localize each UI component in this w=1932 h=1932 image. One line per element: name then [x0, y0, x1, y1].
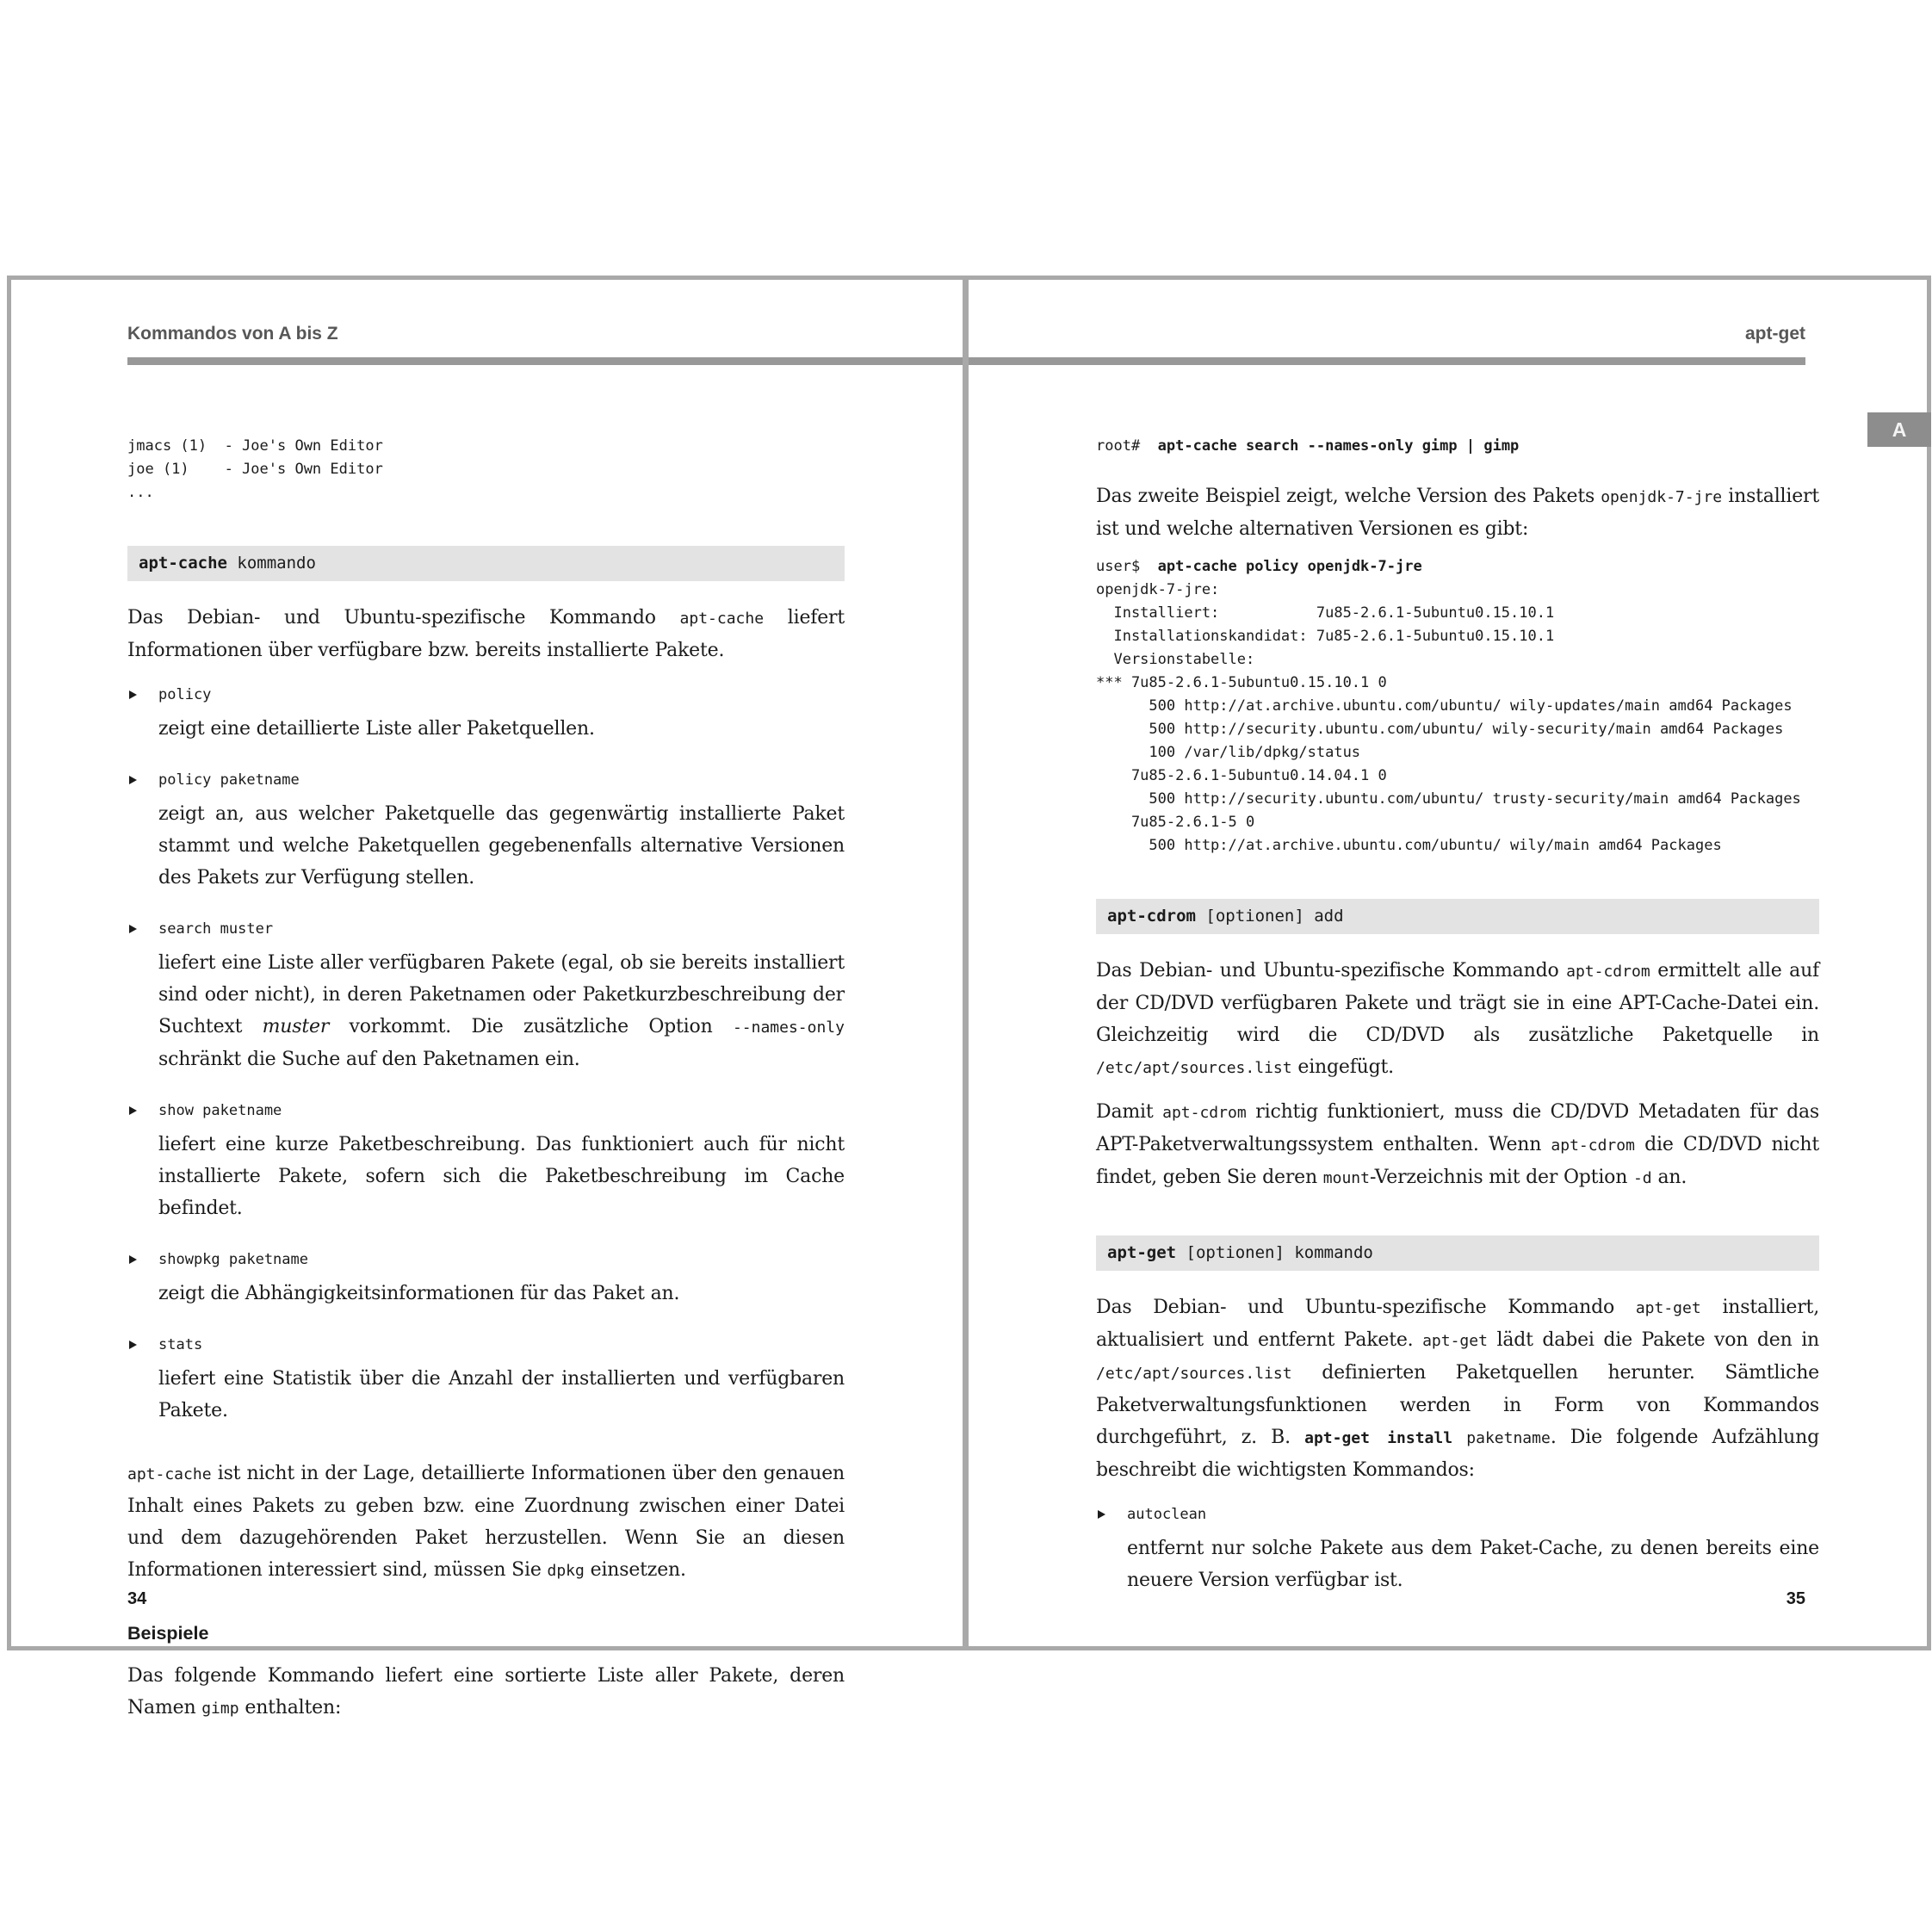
- bullet-item: [127, 684, 845, 745]
- header-rule-right: [969, 357, 1805, 365]
- triangle-bullet-icon: [129, 1106, 137, 1115]
- bullet-command-label: policy: [158, 686, 212, 703]
- subheading: Beispiele: [127, 1623, 209, 1644]
- bullet-item: [127, 1334, 845, 1427]
- code-block: [1096, 555, 1819, 858]
- code-line: jmacs (1) - Joe's Own Editor: [127, 437, 383, 455]
- paragraph: apt-cache ist nicht in der Lage, detaillierte Informationen über den genauen Inhalt eines Pakets zu geben bzw. eine Zuordnung zwischen einer Datei und dem dazugehörenden Paket herzustellen. Wenn Sie an diesen Informationen interessiert sind, müssen Sie dpkg einsetzen.: [127, 1463, 845, 1581]
- bullet-item: [127, 1099, 845, 1224]
- page-number-right: 35: [1786, 1589, 1805, 1608]
- code-line: ...: [127, 484, 154, 501]
- page-spine-divider: [963, 276, 969, 1650]
- bullet-description: liefert eine kurze Paketbeschreibung. Das funktioniert auch für nicht installierte Pakete, sofern sich die Paketbeschreibung im Cache befindet.: [158, 1134, 845, 1219]
- bullet-description: zeigt an, aus welcher Paketquelle das gegenwärtig installierte Paket stammt und welche Paketquellen gegebenenfalls alternative Versionen des Pakets zur Verfügung stellen.: [158, 803, 845, 889]
- code-line: 7u85-2.6.1-5 0: [1096, 814, 1255, 831]
- bullet-command-label: stats: [158, 1336, 203, 1353]
- bullet-command-label: show paketname: [158, 1102, 282, 1119]
- bullet-command-label: autoclean: [1127, 1506, 1207, 1523]
- bullet-item: [1096, 1503, 1819, 1596]
- bullet-item: [127, 918, 845, 1075]
- code-line: 100 /var/lib/dpkg/status: [1096, 744, 1361, 761]
- left-page-content: [127, 435, 845, 1725]
- paragraph: Das Debian- und Ubuntu-spezifische Kommando apt-cdrom ermittelt alle auf der CD/DVD verfügbaren Pakete und trägt sie in eine APT-Cache-Datei ein. Gleichzeitig wird die CD/DVD als zusätzliche Paketquelle in /etc/apt/sources.list eingefügt.: [1096, 960, 1819, 1078]
- header-rule-left: [127, 357, 963, 365]
- triangle-bullet-icon: [129, 690, 137, 699]
- running-head-right: apt-get: [1745, 324, 1805, 344]
- bullet-description: zeigt eine detaillierte Liste aller Paketquellen.: [158, 718, 595, 740]
- code-block: [127, 435, 845, 505]
- code-line: 500 http://security.ubuntu.com/ubuntu/ trusty-security/main amd64 Packages: [1096, 790, 1801, 808]
- code-block: [1096, 435, 1819, 458]
- command-syntax-box: apt-cdrom [optionen] add: [1096, 899, 1819, 934]
- code-line: openjdk-7-jre:: [1096, 581, 1220, 598]
- code-line: 500 http://security.ubuntu.com/ubuntu/ wily-security/main amd64 Packages: [1096, 721, 1784, 738]
- bullet-command-label: showpkg paketname: [158, 1251, 308, 1268]
- code-line: Installationskandidat: 7u85-2.6.1-5ubuntu0.15.10.1: [1096, 628, 1555, 645]
- code-line: *** 7u85-2.6.1-5ubuntu0.15.10.1 0: [1096, 674, 1387, 691]
- bullet-description: entfernt nur solche Pakete aus dem Paket-Cache, zu denen bereits eine neuere Version verfügbar ist.: [1127, 1538, 1819, 1591]
- command-syntax-box: apt-cache kommando: [127, 546, 845, 581]
- paragraph: Damit apt-cdrom richtig funktioniert, muss die CD/DVD Metadaten für das APT-Paketverwaltungssystem enthalten. Wenn apt-cdrom die CD/DVD nicht findet, geben Sie deren mount-Verzeichnis mit der Option -d an.: [1096, 1101, 1820, 1188]
- triangle-bullet-icon: [1098, 1510, 1105, 1519]
- triangle-bullet-icon: [129, 925, 137, 933]
- code-line: 500 http://at.archive.ubuntu.com/ubuntu/ wily-updates/main amd64 Packages: [1096, 697, 1793, 715]
- bullet-command-label: search muster: [158, 920, 274, 938]
- triangle-bullet-icon: [129, 1255, 137, 1264]
- bullet-description: liefert eine Liste aller verfügbaren Pakete (egal, ob sie bereits installiert sind oder nicht), in deren Paketnamen oder Paketkurzbeschreibung der Suchtext muster vorkommt. Die zusätzliche Option --names-only schränkt die Suche auf den Paketnamen ein.: [158, 952, 845, 1070]
- triangle-bullet-icon: [129, 776, 137, 784]
- paragraph: Das zweite Beispiel zeigt, welche Version des Pakets openjdk-7-jre installiert ist und welche alternativen Versionen es gibt:: [1096, 486, 1820, 540]
- running-head-left: Kommandos von A bis Z: [127, 324, 338, 344]
- paragraph: Das Debian- und Ubuntu-spezifische Kommando apt-cache liefert Informationen über verfügbare bzw. bereits installierte Pakete.: [127, 607, 845, 661]
- triangle-bullet-icon: [129, 1341, 137, 1349]
- code-line: root# apt-cache search --names-only gimp | gimp: [1096, 437, 1520, 455]
- bullet-item: [127, 769, 845, 894]
- bullet-description: zeigt die Abhängigkeitsinformationen für das Paket an.: [158, 1283, 680, 1304]
- right-page-content: [1096, 435, 1819, 1596]
- code-line: 7u85-2.6.1-5ubuntu0.14.04.1 0: [1096, 767, 1387, 784]
- code-line: 500 http://at.archive.ubuntu.com/ubuntu/ wily/main amd64 Packages: [1096, 837, 1722, 854]
- bullet-command-label: policy paketname: [158, 771, 300, 789]
- bullet-item: [127, 1248, 845, 1310]
- code-line: joe (1) - Joe's Own Editor: [127, 461, 383, 478]
- code-line: Versionstabelle:: [1096, 651, 1255, 668]
- code-line: user$ apt-cache policy openjdk-7-jre: [1096, 558, 1422, 575]
- command-syntax-box: apt-get [optionen] kommando: [1096, 1235, 1819, 1271]
- thumb-tab-letter: A: [1892, 418, 1907, 441]
- page-number-left: 34: [127, 1589, 147, 1608]
- alphabet-thumb-tab: [1867, 412, 1931, 447]
- paragraph: Das folgende Kommando liefert eine sortierte Liste aller Pakete, deren Namen gimp enthalten:: [127, 1665, 845, 1718]
- bullet-description: liefert eine Statistik über die Anzahl der installierten und verfügbaren Pakete.: [158, 1368, 845, 1421]
- code-line: Installiert: 7u85-2.6.1-5ubuntu0.15.10.1: [1096, 604, 1555, 622]
- paragraph: Das Debian- und Ubuntu-spezifische Kommando apt-get installiert, aktualisiert und entfernt Pakete. apt-get lädt dabei die Pakete von den in /etc/apt/sources.list definierten Paketquellen herunter. Sämtliche Paketverwaltungsfunktionen werden in Form von Kommandos durchgeführt, z. B. apt-get install paketname. Die folgende Aufzählung beschreibt die wichtigsten Kommandos:: [1096, 1297, 1819, 1481]
